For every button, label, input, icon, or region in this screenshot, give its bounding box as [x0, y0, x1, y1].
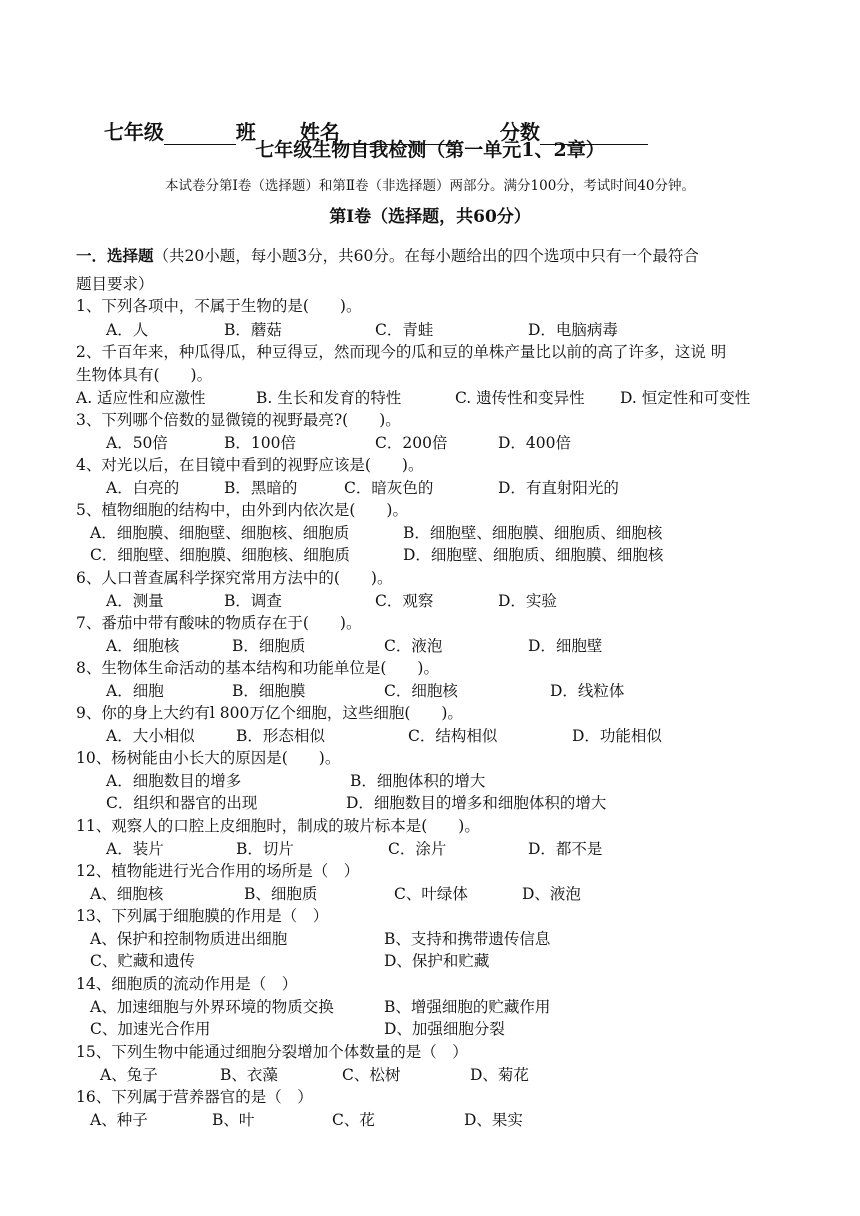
class-label: 班 [235, 120, 256, 144]
question-stem: 3、下列哪个倍数的显微镜的视野最亮?( )。 [76, 411, 401, 429]
option: B、支持和携带遗传信息 [384, 930, 551, 948]
option: A．人 [106, 321, 149, 339]
option: D、加强细胞分裂 [384, 1020, 505, 1038]
option: D．都不是 [528, 840, 603, 858]
option: C．细胞壁、细胞膜、细胞核、细胞质 [90, 546, 350, 564]
option: D、菊花 [470, 1066, 529, 1084]
option: B．细胞质 [232, 637, 306, 655]
exam-title: 七年级生物自我检测（第一单元1、2章） [255, 139, 605, 161]
option: B．细胞体积的增大 [350, 772, 486, 790]
option: C．结构相似 [408, 727, 498, 745]
option: B、叶 [212, 1111, 255, 1129]
option: D、保护和贮藏 [384, 952, 490, 970]
option: A．细胞膜、细胞壁、细胞核、细胞质 [90, 524, 350, 542]
option: C. 遗传性和变异性 [455, 389, 585, 407]
option: D．细胞壁、细胞质、细胞膜、细胞核 [403, 546, 664, 564]
option: B、细胞质 [244, 885, 318, 903]
option: C、叶绿体 [394, 885, 468, 903]
option: C．涂片 [388, 840, 447, 858]
question-stem-cont: 生物体具有( )。 [76, 366, 213, 384]
option: B、增强细胞的贮藏作用 [384, 998, 551, 1016]
option: B．细胞壁、细胞膜、细胞质、细胞核 [403, 524, 663, 542]
option: D、液泡 [522, 885, 581, 903]
option: D．实验 [498, 592, 557, 610]
question-stem: 11、观察人的口腔上皮细胞时，制成的玻片标本是( )。 [76, 817, 480, 835]
option: C．暗灰色的 [344, 479, 434, 497]
option: A．大小相似 [106, 727, 195, 745]
volume-title: 第Ⅰ卷（选择题，共60分） [329, 207, 531, 227]
question-stem: 2、千百年来，种瓜得瓜，种豆得豆，然而现今的瓜和豆的单株产量比以前的高了许多，这说 明 [76, 343, 727, 361]
option: D．400倍 [498, 434, 572, 452]
option: B．100倍 [224, 434, 296, 452]
option: C．200倍 [375, 434, 448, 452]
option: B．切片 [236, 840, 294, 858]
option: C．观察 [375, 592, 434, 610]
option: B、衣藻 [220, 1066, 278, 1084]
option: D. 恒定性和可变性 [620, 389, 751, 407]
question-stem: 13、下列属于细胞膜的作用是（ ） [76, 907, 329, 925]
option: A、兔子 [100, 1066, 158, 1084]
exam-intro: 本试卷分第Ⅰ卷（选择题）和第Ⅱ卷（非选择题）两部分。满分100分，考试时间40分钟。 [165, 178, 695, 194]
option: C．细胞核 [384, 682, 458, 700]
option: A．细胞核 [106, 637, 180, 655]
option: C．青蛙 [375, 321, 434, 339]
option: C．液泡 [384, 637, 443, 655]
section-instruction-1: （共20小题，每小题3分，共60分。在每小题给出的四个选项中只有一个最符合 [153, 247, 699, 265]
option: B．形态相似 [236, 727, 325, 745]
option: A．细胞 [106, 682, 164, 700]
option: C、贮藏和遗传 [90, 952, 195, 970]
option: B．细胞膜 [232, 682, 306, 700]
question-stem: 7、番茄中带有酸味的物质存在于( )。 [76, 614, 362, 632]
question-stem: 8、生物体生命活动的基本结构和功能单位是( )。 [76, 659, 439, 677]
section-instruction [76, 246, 699, 266]
question-stem: 12、植物能进行光合作用的场所是（ ） [76, 862, 360, 880]
option: D．细胞壁 [528, 637, 603, 655]
option: D．有直射阳光的 [498, 479, 619, 497]
option: C、花 [332, 1111, 375, 1129]
section-instruction-2: 题目要求） [76, 275, 154, 293]
option: D、果实 [464, 1111, 523, 1129]
option: D．功能相似 [572, 727, 662, 745]
option: B．调查 [224, 592, 282, 610]
question-stem: 15、下列生物中能通过细胞分裂增加个体数量的是（ ） [76, 1043, 468, 1061]
name-label: 姓名 [299, 120, 340, 144]
question-stem: 10、杨树能由小长大的原因是( )。 [76, 749, 341, 767]
option: C、松树 [342, 1066, 401, 1084]
option: B. 生长和发育的特性 [256, 389, 402, 407]
option: A．装片 [106, 840, 164, 858]
option: B．蘑菇 [224, 321, 282, 339]
option: A．细胞数目的增多 [106, 772, 242, 790]
question-stem: 9、你的身上大约有l 800万亿个细胞，这些细胞( )。 [76, 704, 463, 722]
question-stem: 4、对光以后，在目镜中看到的视野应该是( )。 [76, 456, 424, 474]
option: C．组织和器官的出现 [106, 794, 258, 812]
option: A．白亮的 [106, 479, 180, 497]
question-stem: 5、植物细胞的结构中，由外到内依次是( )。 [76, 501, 408, 519]
option: A、加速细胞与外界环境的物质交换 [90, 998, 334, 1016]
option: A、细胞核 [90, 885, 164, 903]
option: A．50倍 [106, 434, 168, 452]
option: D．线粒体 [550, 682, 625, 700]
question-stem: 16、下列属于营养器官的是（ ） [76, 1088, 313, 1106]
option: A、种子 [90, 1111, 148, 1129]
question-stem: 1、下列各项中，不属于生物的是( )。 [76, 297, 362, 315]
option: A、保护和控制物质进出细胞 [90, 930, 288, 948]
section-head: 一．选择题 [76, 246, 154, 265]
option: B．黑暗的 [224, 479, 298, 497]
option: C、加速光合作用 [90, 1020, 211, 1038]
option: A. 适应性和应激性 [76, 389, 206, 407]
grade-label: 七年级 [103, 120, 164, 144]
option: D．电脑病毒 [528, 321, 618, 339]
option: A．测量 [106, 592, 164, 610]
score-label: 分数 [499, 120, 540, 144]
question-stem: 14、细胞质的流动作用是（ ） [76, 975, 298, 993]
question-stem: 6、人口普查属科学探究常用方法中的( )。 [76, 569, 393, 587]
option: D．细胞数目的增多和细胞体积的增大 [346, 794, 607, 812]
